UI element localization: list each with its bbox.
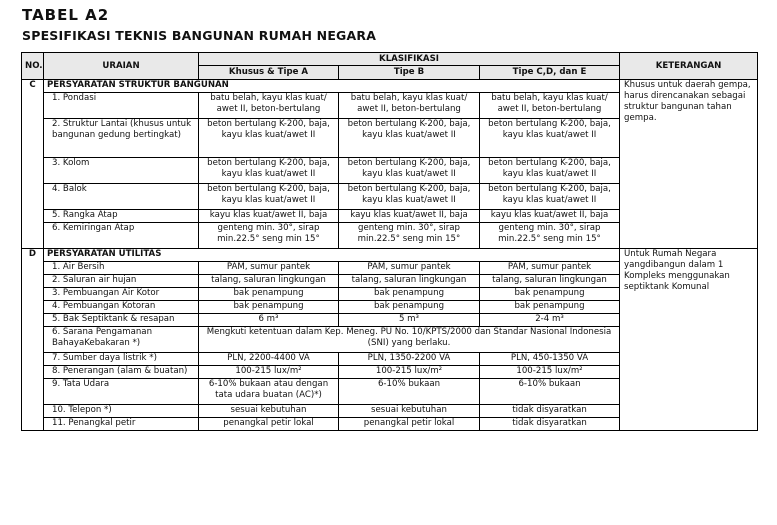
cell-tipe-a: 100-215 lux/m² <box>199 366 339 379</box>
row-label: 10. Telepon *) <box>44 405 199 418</box>
row-label: 5. Rangka Atap <box>44 210 199 223</box>
section-header-row <box>22 80 758 93</box>
row-number-cell <box>22 262 44 275</box>
row-label: 1. Pondasi <box>44 93 199 119</box>
row-label: 1. Air Bersih <box>44 262 199 275</box>
cell-tipe-b: beton bertulang K-200, baja, kayu klas kuat/awet II <box>339 184 480 210</box>
cell-tipe-b: batu belah, kayu klas kuat/ awet II, beton-bertulang <box>339 93 480 119</box>
header-tipe-cde: Tipe C,D, dan E <box>480 66 620 80</box>
cell-tipe-a: genteng min. 30°, sirap min.22.5° seng min 15° <box>199 223 339 249</box>
cell-tipe-c: genteng min. 30°, sirap min.22.5° seng min 15° <box>480 223 620 249</box>
cell-tipe-b: PLN, 1350-2200 VA <box>339 353 480 366</box>
cell-tipe-b: penangkal petir lokal <box>339 418 480 431</box>
row-label: 4. Pembuangan Kotoran <box>44 301 199 314</box>
cell-tipe-b: beton bertulang K-200, baja, kayu klas kuat/awet II <box>339 158 480 184</box>
row-number-cell <box>22 314 44 327</box>
row-merged-value: Mengkuti ketentuan dalam Kep. Meneg. PU No. 10/KPTS/2000 dan Standar Nasional Indonesia (SNI) yang berlaku. <box>199 327 620 353</box>
row-number-cell <box>22 158 44 184</box>
cell-tipe-a: PAM, sumur pantek <box>199 262 339 275</box>
cell-tipe-c: 100-215 lux/m² <box>480 366 620 379</box>
cell-tipe-b: kayu klas kuat/awet II, baja <box>339 210 480 223</box>
cell-tipe-c: bak penampung <box>480 301 620 314</box>
section-number: C <box>22 80 44 93</box>
header-klasifikasi: KLASIFIKASI <box>199 53 620 66</box>
cell-tipe-b: beton bertulang K-200, baja, kayu klas kuat/awet II <box>339 119 480 158</box>
row-label: 2. Struktur Lantai (khusus untuk bangunan gedung bertingkat) <box>44 119 199 158</box>
row-label: 6. Sarana Pengamanan BahayaKebakaran *) <box>44 327 199 353</box>
header-uraian: URAIAN <box>44 53 199 80</box>
row-number-cell <box>22 366 44 379</box>
row-label: 9. Tata Udara <box>44 379 199 405</box>
cell-tipe-c: 2-4 m³ <box>480 314 620 327</box>
row-number-cell <box>22 119 44 158</box>
row-number-cell <box>22 353 44 366</box>
row-number-cell <box>22 210 44 223</box>
cell-tipe-a: 6 m³ <box>199 314 339 327</box>
cell-tipe-c: beton bertulang K-200, baja, kayu klas kuat/awet II <box>480 184 620 210</box>
cell-tipe-b: talang, saluran lingkungan <box>339 275 480 288</box>
row-number-cell <box>22 418 44 431</box>
cell-tipe-b: bak penampung <box>339 288 480 301</box>
row-number-cell <box>22 93 44 119</box>
row-number-cell <box>22 184 44 210</box>
cell-tipe-b: genteng min. 30°, sirap min.22.5° seng min 15° <box>339 223 480 249</box>
row-number-cell <box>22 301 44 314</box>
cell-tipe-c: tidak disyaratkan <box>480 418 620 431</box>
cell-tipe-a: beton bertulang K-200, baja, kayu klas kuat/awet II <box>199 184 339 210</box>
row-label: 11. Penangkal petir <box>44 418 199 431</box>
row-label: 4. Balok <box>44 184 199 210</box>
cell-tipe-a: 6-10% bukaan atau dengan tata udara buatan (AC)*) <box>199 379 339 405</box>
section-header-row <box>22 249 758 262</box>
section-title: PERSYARATAN UTILITAS <box>44 249 620 262</box>
cell-tipe-c: talang, saluran lingkungan <box>480 275 620 288</box>
cell-tipe-b: 6-10% bukaan <box>339 379 480 405</box>
row-number-cell <box>22 275 44 288</box>
row-number-cell <box>22 288 44 301</box>
row-label: 6. Kemiringan Atap <box>44 223 199 249</box>
cell-tipe-c: kayu klas kuat/awet II, baja <box>480 210 620 223</box>
table-title: TABEL A2 <box>22 6 110 24</box>
cell-tipe-c: PAM, sumur pantek <box>480 262 620 275</box>
cell-tipe-b: sesuai kebutuhan <box>339 405 480 418</box>
row-label: 2. Saluran air hujan <box>44 275 199 288</box>
row-number-cell <box>22 327 44 353</box>
section-note: Khusus untuk daerah gempa, harus direncanakan sebagai struktur bangunan tahan gempa. <box>620 80 758 249</box>
row-label: 7. Sumber daya listrik *) <box>44 353 199 366</box>
row-number-cell <box>22 405 44 418</box>
spec-table <box>21 52 758 431</box>
cell-tipe-b: bak penampung <box>339 301 480 314</box>
header-no: NO. <box>22 53 44 80</box>
cell-tipe-a: penangkal petir lokal <box>199 418 339 431</box>
cell-tipe-c: 6-10% bukaan <box>480 379 620 405</box>
header-tipe-a: Khusus & Tipe A <box>199 66 339 80</box>
row-number-cell <box>22 223 44 249</box>
section-number: D <box>22 249 44 262</box>
section-note: Untuk Rumah Negara yangdibangun dalam 1 Kompleks menggunakan septiktank Komunal <box>620 249 758 431</box>
cell-tipe-b: 5 m³ <box>339 314 480 327</box>
cell-tipe-c: tidak disyaratkan <box>480 405 620 418</box>
cell-tipe-b: 100-215 lux/m² <box>339 366 480 379</box>
cell-tipe-a: sesuai kebutuhan <box>199 405 339 418</box>
row-number-cell <box>22 379 44 405</box>
table-subtitle: SPESIFIKASI TEKNIS BANGUNAN RUMAH NEGARA <box>22 28 377 43</box>
cell-tipe-a: batu belah, kayu klas kuat/ awet II, beton-bertulang <box>199 93 339 119</box>
header-tipe-b: Tipe B <box>339 66 480 80</box>
cell-tipe-a: kayu klas kuat/awet II, baja <box>199 210 339 223</box>
cell-tipe-a: bak penampung <box>199 288 339 301</box>
row-label: 8. Penerangan (alam & buatan) <box>44 366 199 379</box>
cell-tipe-c: bak penampung <box>480 288 620 301</box>
cell-tipe-a: bak penampung <box>199 301 339 314</box>
cell-tipe-a: PLN, 2200-4400 VA <box>199 353 339 366</box>
cell-tipe-b: PAM, sumur pantek <box>339 262 480 275</box>
cell-tipe-c: PLN, 450-1350 VA <box>480 353 620 366</box>
section-title: PERSYARATAN STRUKTUR BANGUNAN <box>44 80 620 93</box>
cell-tipe-c: beton bertulang K-200, baja, kayu klas kuat/awet II <box>480 119 620 158</box>
cell-tipe-a: beton bertulang K-200, baja, kayu klas kuat/awet II <box>199 158 339 184</box>
cell-tipe-c: beton bertulang K-200, baja, kayu klas kuat/awet II <box>480 158 620 184</box>
row-label: 3. Kolom <box>44 158 199 184</box>
row-label: 5. Bak Septiktank & resapan <box>44 314 199 327</box>
cell-tipe-a: talang, saluran lingkungan <box>199 275 339 288</box>
cell-tipe-a: beton bertulang K-200, baja, kayu klas kuat/awet II <box>199 119 339 158</box>
header-keterangan: KETERANGAN <box>620 53 758 80</box>
row-label: 3. Pembuangan Air Kotor <box>44 288 199 301</box>
cell-tipe-c: batu belah, kayu klas kuat/ awet II, beton-bertulang <box>480 93 620 119</box>
